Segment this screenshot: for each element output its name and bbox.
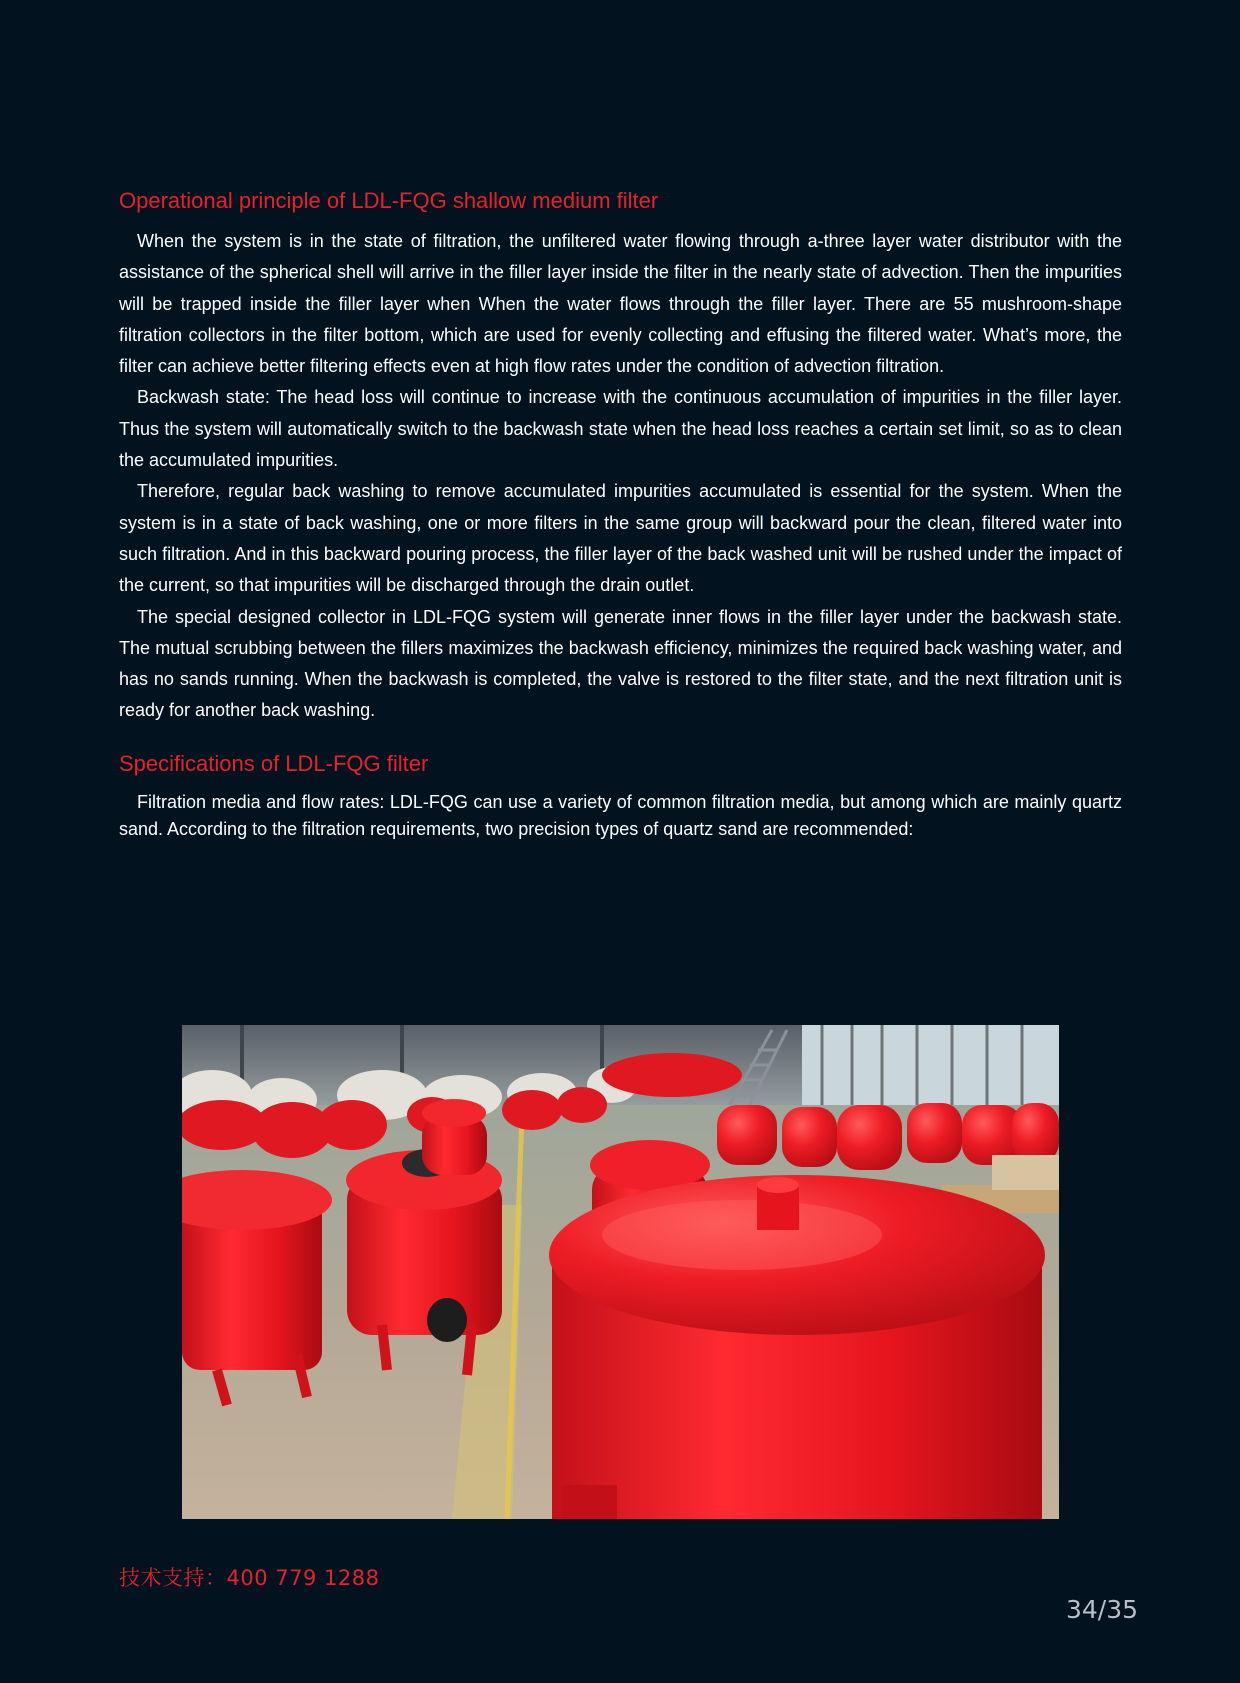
- paragraph-special-collector: The special designed collector in LDL-FQG system will generate inner flows in the filler layer under the backwash state. The mutual scrubbing between the fillers maximizes the backwash efficiency, minimizes the required back washing water, and has no sands running. When the backwash is completed, the valve is restored to the filter state, and the next filtration unit is ready for another back washing.: [119, 606, 1122, 721]
- paragraph-filtration-media: Filtration media and flow rates: LDL-FQG can use a variety of common filtration media, but among which are mainly quartz sand. According to the filtration requirements, two precision types of quartz sand are recommended:: [119, 791, 1122, 839]
- paragraph-filtration-state: When the system is in the state of filtration, the unfiltered water flowing through a-three layer water distributor with the assistance of the spherical shell will arrive in the filler layer inside the filter in the nearly state of advection. Then the impurities will be trapped inside the filler layer when When the water flows through the filler layer. There are 55 mushroom-shape filtration collectors in the filter bottom, which are used for evenly collecting and effusing the filtered water. What’s more, the filter can achieve better filtering effects even at high flow rates under the condition of advection filtration.: [119, 231, 1122, 377]
- factory-photo: [182, 1025, 1059, 1519]
- factory-photo-illustration: [182, 1025, 1059, 1519]
- paragraph-regular-back-washing: Therefore, regular back washing to remove accumulated impurities accumulated is essential for the system. When the system is in a state of back washing, one or more filters in the same group will backward pour the clean, filtered water into such filtration. And in this backward pouring process, the filler layer of the back washed unit will be rushed under the impact of the current, so that impurities will be discharged through the drain outlet.: [119, 481, 1122, 596]
- tech-support-hotline: 技术支持：400 779 1288: [119, 1566, 380, 1590]
- section-title-specifications: Specifications of LDL-FQG filter: [119, 750, 429, 776]
- content-column: [119, 186, 1122, 843]
- section-title-operational-principle: Operational principle of LDL-FQG shallow medium filter: [119, 188, 659, 213]
- paragraph-backwash-state: Backwash state: The head loss will continue to increase with the continuous accumulation of impurities in the filler layer. Thus the system will automatically switch to the backwash state when the head loss reaches a certain set limit, so as to clean the accumulated impurities.: [119, 387, 1122, 471]
- page-number: 34/35: [1065, 1595, 1138, 1624]
